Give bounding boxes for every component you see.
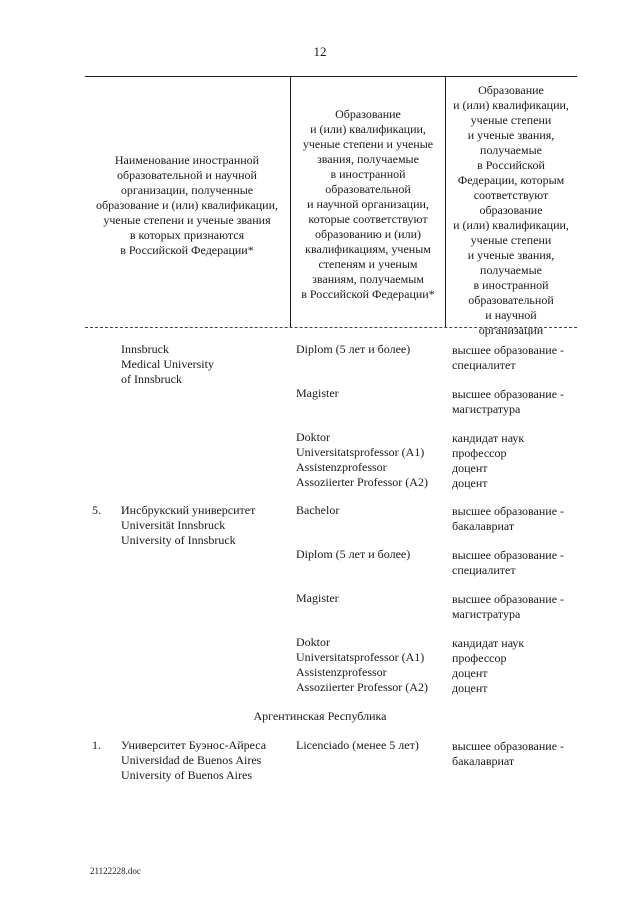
qualification-russian: высшее образование - бакалавриат: [452, 739, 565, 768]
page-number: 12: [313, 44, 327, 59]
organization-name: Университет Буэнос-Айреса Universidad de Buenos Aires University of Buenos Aires: [121, 738, 267, 782]
header-foreign-qualifications: Образование и (или) квалификации, ученые степени и ученые звания, получаемые в иностранной образовательной и научной организации, которые соответствуют образованию и (или) квалификациям, ученым степеням и ученым званиям, получаемым в Российской Федерации*: [301, 107, 435, 301]
qualification-foreign: Diplom (5 лет и более): [296, 342, 411, 356]
qualification-russian: кандидат наук профессор доцент доцент: [452, 431, 525, 490]
entry-number: 1.: [92, 738, 101, 752]
qualification-russian: высшее образование - специалитет: [452, 548, 565, 577]
qualification-russian: высшее образование - бакалавриат: [452, 504, 565, 533]
qualification-foreign: Doktor Universitatsprofessor (A1) Assistenzprofessor Assoziierter Professor (A2): [296, 430, 428, 489]
table-top-rule: [85, 76, 577, 77]
qualification-foreign: Magister: [296, 386, 339, 400]
qualification-foreign: Magister: [296, 591, 339, 605]
continuation-organization-name: Innsbruck Medical University of Innsbruck: [121, 342, 214, 386]
entry-number: 5.: [92, 503, 101, 517]
country-heading: Аргентинская Республика: [253, 709, 387, 723]
header-russian-qualifications: Образование и (или) квалификации, ученые степени и ученые звания, получаемые в Российской Федерации, которым соответствуют образование и (или) квалификации, ученые степени и ученые звания, получаемые в иностранной образовательной и научной организации: [453, 83, 569, 337]
qualification-foreign: Licenciado (менее 5 лет): [296, 738, 419, 752]
qualification-foreign: Doktor Universitatsprofessor (A1) Assistenzprofessor Assoziierter Professor (A2): [296, 635, 428, 694]
document-footer-filename: 21122228.doc: [90, 866, 141, 876]
qualification-russian: высшее образование - магистратура: [452, 387, 565, 416]
qualification-russian: кандидат наук профессор доцент доцент: [452, 636, 525, 695]
qualification-russian: высшее образование - специалитет: [452, 343, 565, 372]
qualification-foreign: Diplom (5 лет и более): [296, 547, 411, 561]
qualification-russian: высшее образование - магистратура: [452, 592, 565, 621]
header-foreign-organization: Наименование иностранной образовательной и научной организации, полученные образование и (или) квалификации, ученые степени и ученые звания в которых признаются в Российской Федерации*: [96, 153, 278, 257]
organization-name: Инсбрукский университет Universität Innsbruck University of Innsbruck: [121, 503, 256, 547]
qualification-foreign: Bachelor: [296, 503, 340, 517]
column-divider-1: [290, 76, 291, 327]
